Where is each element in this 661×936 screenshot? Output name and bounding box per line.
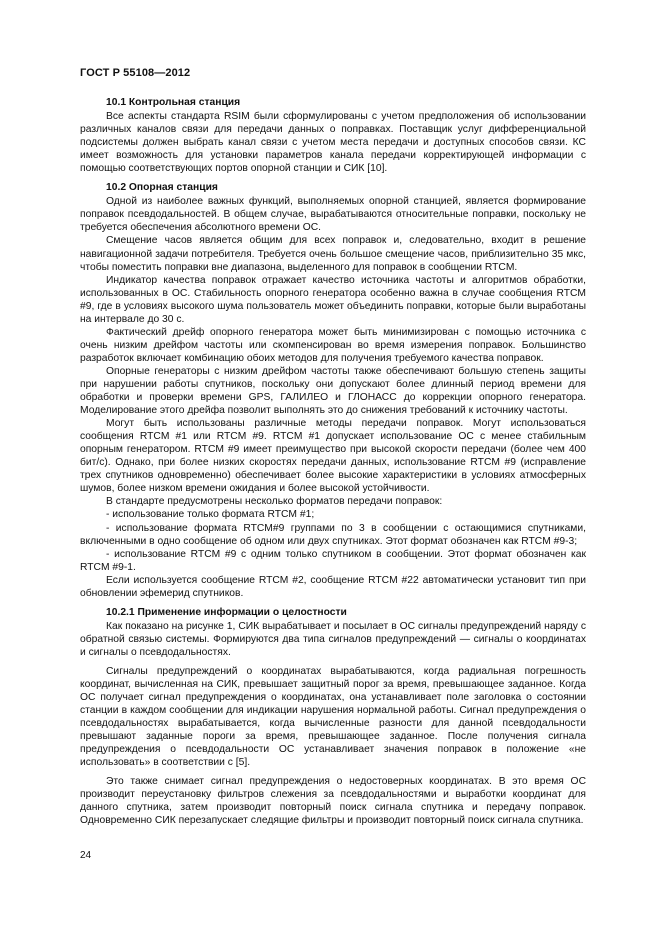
section-heading-10-2: 10.2 Опорная станция: [106, 182, 218, 194]
standard-id-header: ГОСТ Р 55108—2012: [80, 67, 191, 79]
paragraph: Смещение часов является общим для всех поправок и, следовательно, входит в решение навигационной задачи потребителя. Требуется очень большое смещение часов, приблизительно 35 мкс, чтобы поместить поправки вне диапазона, выделенного для поправок в сообщении RTCM.: [80, 235, 586, 273]
paragraph: Как показано на рисунке 1, СИК вырабатывает и посылает в ОС сигналы предупреждений наряду с обратной связью системы. Формируются два типа сигналов предупреждений — сигналы о координатах и сигналы о псевдодальностях.: [80, 620, 586, 658]
paragraph: Это также снимает сигнал предупреждения о недостоверных координатах. В это время ОС производит переустановку фильтров слежения за псевдодальностями и выработки координат для данного спутника, затем производит повторный поиск сигнала спутника и передачу поправок. Одновременно СИК перезапускает следящие фильтры и производит повторный поиск сигнала спутника.: [80, 776, 586, 827]
paragraph: В стандарте предусмотрены несколько форматов передачи поправок:: [106, 496, 443, 508]
document-body: [80, 96, 586, 828]
paragraph: Могут быть использованы различные методы передачи поправок. Могут использоваться сообщения RTCM #1 или RTCM #9. RTCM #1 допускает использование ОС с менее стабильным опорным генератором. RTCM #9 имеет преимущество при высокой скорости передачи (более чем 400 бит/с). Однако, при более низких скоростях передачи данных, использование RTCM #9 (исправление трех спутников одновременно) обеспечивает более высокие характеристики в условиях атмосферных шумов, более низком времени ожидания и более высокой устойчивости.: [80, 418, 586, 495]
section-heading-10-2-1: 10.2.1 Применение информации о целостности: [106, 606, 347, 618]
list-item: - использование формата RTCM#9 группами по 3 в сообщении с остающимися спутниками, включенными в одно сообщение об одном или двух спутниках. Этот формат обозначен как RTCM #9-3;: [80, 522, 586, 547]
page-number: 24: [80, 850, 92, 861]
list-item: - использование RTCM #9 с одним только спутником в сообщении. Этот формат обозначен как RTCM #9-1.: [80, 548, 586, 573]
paragraph: Все аспекты стандарта RSIM были сформулированы с учетом предположения об использовании различных каналов связи для передачи данных о поправках. Поставщик услуг дифференциальной подсистемы должен выбрать канал связи с учетом места передачи и доступных способов связи. КС имеет возможность для установки параметров канала передачи корректирующей информации с помощью соответствующих портов опорной станции и СИК [10].: [80, 111, 586, 175]
paragraph: Опорные генераторы с низким дрейфом частоты также обеспечивают большую степень защиты при нарушении работы спутников, поскольку они допускают более длинный период времени для обработки и проверки времени GPS, ГАЛИЛЕО и ГЛОНАСС до коррекции опорного генератора. Моделирование этого дрейфа позволит выполнять это до снижения требований к источнику частоты.: [80, 365, 586, 417]
paragraph: Сигналы предупреждений о координатах вырабатываются, когда радиальная погрешность координат, вычисленная на СИК, превышает защитный порог за время, превышающее заданное. Когда ОС получает сигнал предупреждения о координатах, она устанавливает поле заголовка о состоянии станции в каждом сообщении для индикации нарушения нормальной работы. Сигнал предупреждения о псевдодальностях вырабатывается, когда вычисленные разности для данной псевдодальности превышают заданные пороги за время, превышающее заданное. После получения сигнала предупреждения о псевдодальности ОС устанавливает значения поправок в положение «не использовать» в соответствии с [5].: [80, 665, 586, 769]
paragraph: Если используется сообщение RTCM #2, сообщение RTCM #22 автоматически установит тип при обновлении эфемерид спутников.: [80, 574, 586, 599]
paragraph: Фактический дрейф опорного генератора может быть минимизирован с помощью источника с очень низким дрейфом частоты или скомпенсирован во время измерения поправок. Большинство разработок включает комбинацию обоих методов для получения требуемого качества поправок.: [80, 326, 586, 364]
paragraph: Одной из наиболее важных функций, выполняемых опорной станцией, является формирование поправок псевдодальностей. В общем случае, вырабатываются относительные поправки, поскольку не требуется обеспечения абсолютного времени ОС.: [80, 196, 586, 234]
section-heading-10-1: 10.1 Контрольная станция: [106, 97, 241, 108]
list-item: - использование только формата RTCM #1;: [106, 509, 315, 521]
paragraph: Индикатор качества поправок отражает качество источника частоты и алгоритмов обработки, использованных в ОС. Стабильность опорного генератора особенно важна в случае сообщения RTCM #9, где в условиях высокого шума пользователь может объединить поправки, которые были выработаны на интервале до 30 с.: [80, 274, 586, 325]
